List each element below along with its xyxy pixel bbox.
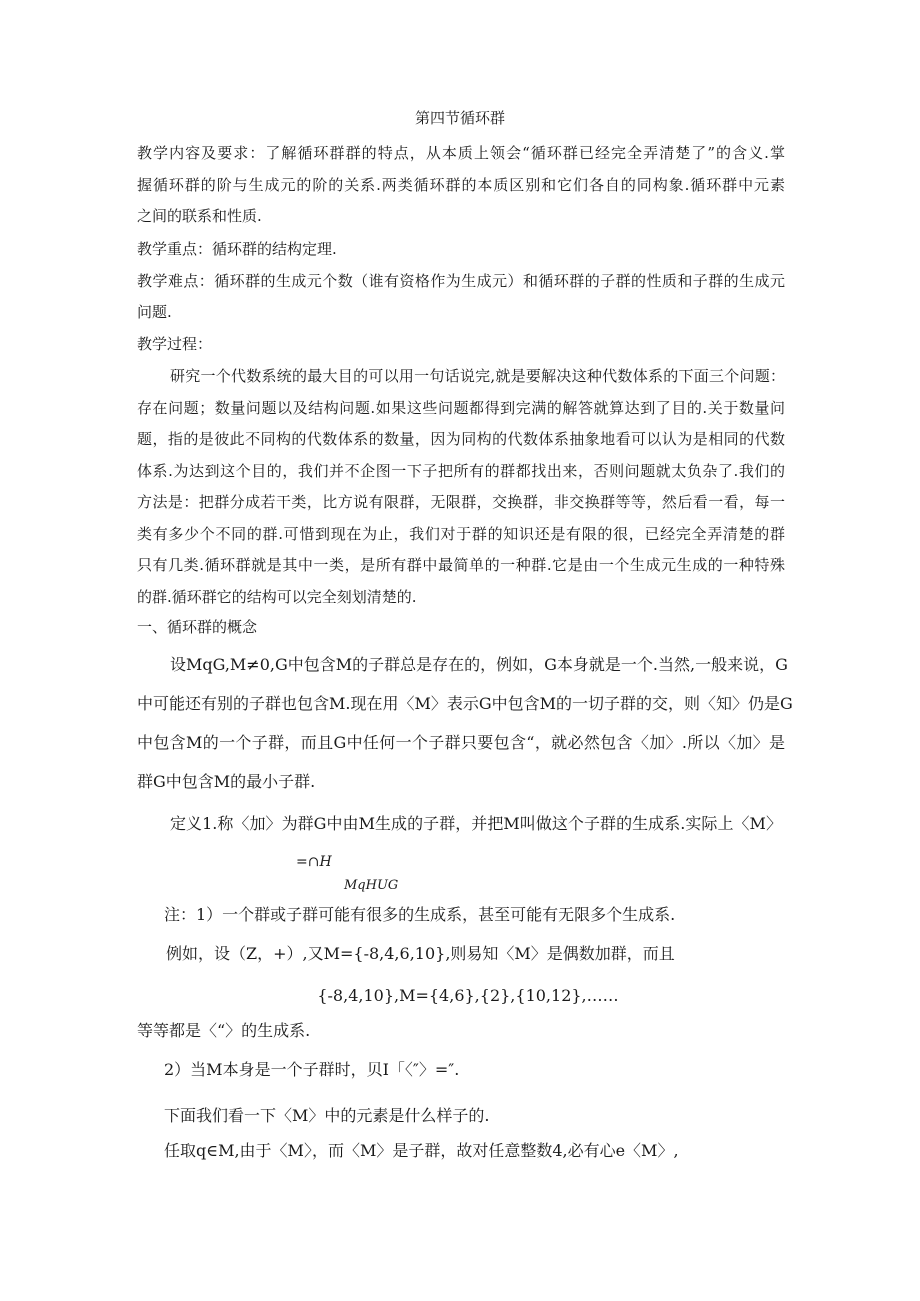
intro-line-5: 方法是：把群分成若干类，比方说有限群，无限群，交换群，非交换群等等，然后看一看，每一 bbox=[137, 493, 785, 511]
definition-formula-subscript: MqHUG bbox=[344, 878, 399, 893]
concept-line-4: 群G中包含M的最小子群. bbox=[137, 772, 316, 791]
requirements-line-1: 教学内容及要求：了解循环群群的特点，从本质上领会“循环群已经完全弄清楚了”的含义.掌 bbox=[137, 144, 785, 162]
intro-line-3: 题，指的是彼此不同构的代数体系的数量，因为同构的代数体系抽象地看可以认为是相同的代数 bbox=[137, 430, 785, 448]
example-line-1: 例如，设（Z，+）,又M={-8,4,6,10},则易知〈M〉是偶数加群，而且 bbox=[166, 944, 675, 963]
intro-line-1: 研究一个代数系统的最大目的可以用一句话说完,就是要解决这种代数体系的下面三个问题： bbox=[170, 367, 785, 385]
difficulty-line-1: 教学难点：循环群的生成元个数（谁有资格作为生成元）和循环群的子群的性质和子群的生成元 bbox=[137, 272, 785, 290]
intro-line-7: 只有几类.循环群就是其中一类，是所有群中最简单的一种群.它是由一个生成元生成的一种特殊 bbox=[137, 556, 785, 574]
concept-line-1: 设MqG,M≠0,G中包含M的子群总是存在的，例如，G本身就是一个.当然,一般来说，G bbox=[170, 655, 788, 674]
section-title: 第四节循环群 bbox=[414, 109, 505, 127]
next-look: 下面我们看一下〈M〉中的元素是什么样子的. bbox=[164, 1106, 490, 1125]
definition-formula: =∩H bbox=[296, 854, 332, 870]
requirements-line-3: 之间的联系和性质. bbox=[137, 207, 262, 225]
concept-line-3: 中包含M的一个子群，而且G中任何一个子群只要包含“，就必然包含〈加〉.所以〈加〉是 bbox=[137, 733, 785, 752]
section-heading: 一、循环群的概念 bbox=[137, 618, 258, 636]
take-element: 任取q∈M,由于〈M〉，而〈M〉是子群，故对任意整数4,必有心e〈M〉, bbox=[164, 1141, 679, 1160]
definition-line-1: 定义1.称〈加〉为群G中由M生成的子群，并把M叫做这个子群的生成系.实际上〈M〉 bbox=[170, 814, 782, 833]
example-line-3: 等等都是〈“〉的生成系. bbox=[137, 1021, 311, 1040]
intro-line-2: 存在问题；数量问题以及结构问题.如果这些问题都得到完满的解答就算达到了目的.关于数量问 bbox=[137, 399, 785, 417]
process-label: 教学过程： bbox=[137, 335, 213, 353]
note-1: 注：1）一个群或子群可能有很多的生成系，甚至可能有无限多个生成系. bbox=[164, 905, 676, 924]
requirements-line-2: 握循环群的阶与生成元的阶的关系.两类循环群的本质区别和它们各自的同构象.循环群中元素 bbox=[137, 176, 785, 194]
note-2: 2）当M本身是一个子群时，贝I「〈″〉=″. bbox=[164, 1060, 460, 1079]
intro-line-4: 体系.为达到这个目的，我们并不企图一下子把所有的群都找出来，否则问题就太负杂了.我们的 bbox=[137, 462, 785, 480]
concept-line-2: 中可能还有别的子群也包含M.现在用〈M〉表示G中包含M的一切子群的交，则〈知〉仍是G bbox=[137, 694, 793, 713]
key-point: 教学重点：循环群的结构定理. bbox=[137, 240, 337, 258]
difficulty-line-2: 问题. bbox=[137, 303, 172, 321]
intro-line-6: 类有多少个不同的群.可惜到现在为止，我们对于群的知识还是有限的很，已经完全弄清楚的群 bbox=[137, 525, 785, 543]
intro-line-8: 的群.循环群它的结构可以完全刻划清楚的. bbox=[137, 588, 417, 606]
example-line-2: {-8,4,10},M={4,6},{2},{10,12},…… bbox=[317, 986, 619, 1005]
